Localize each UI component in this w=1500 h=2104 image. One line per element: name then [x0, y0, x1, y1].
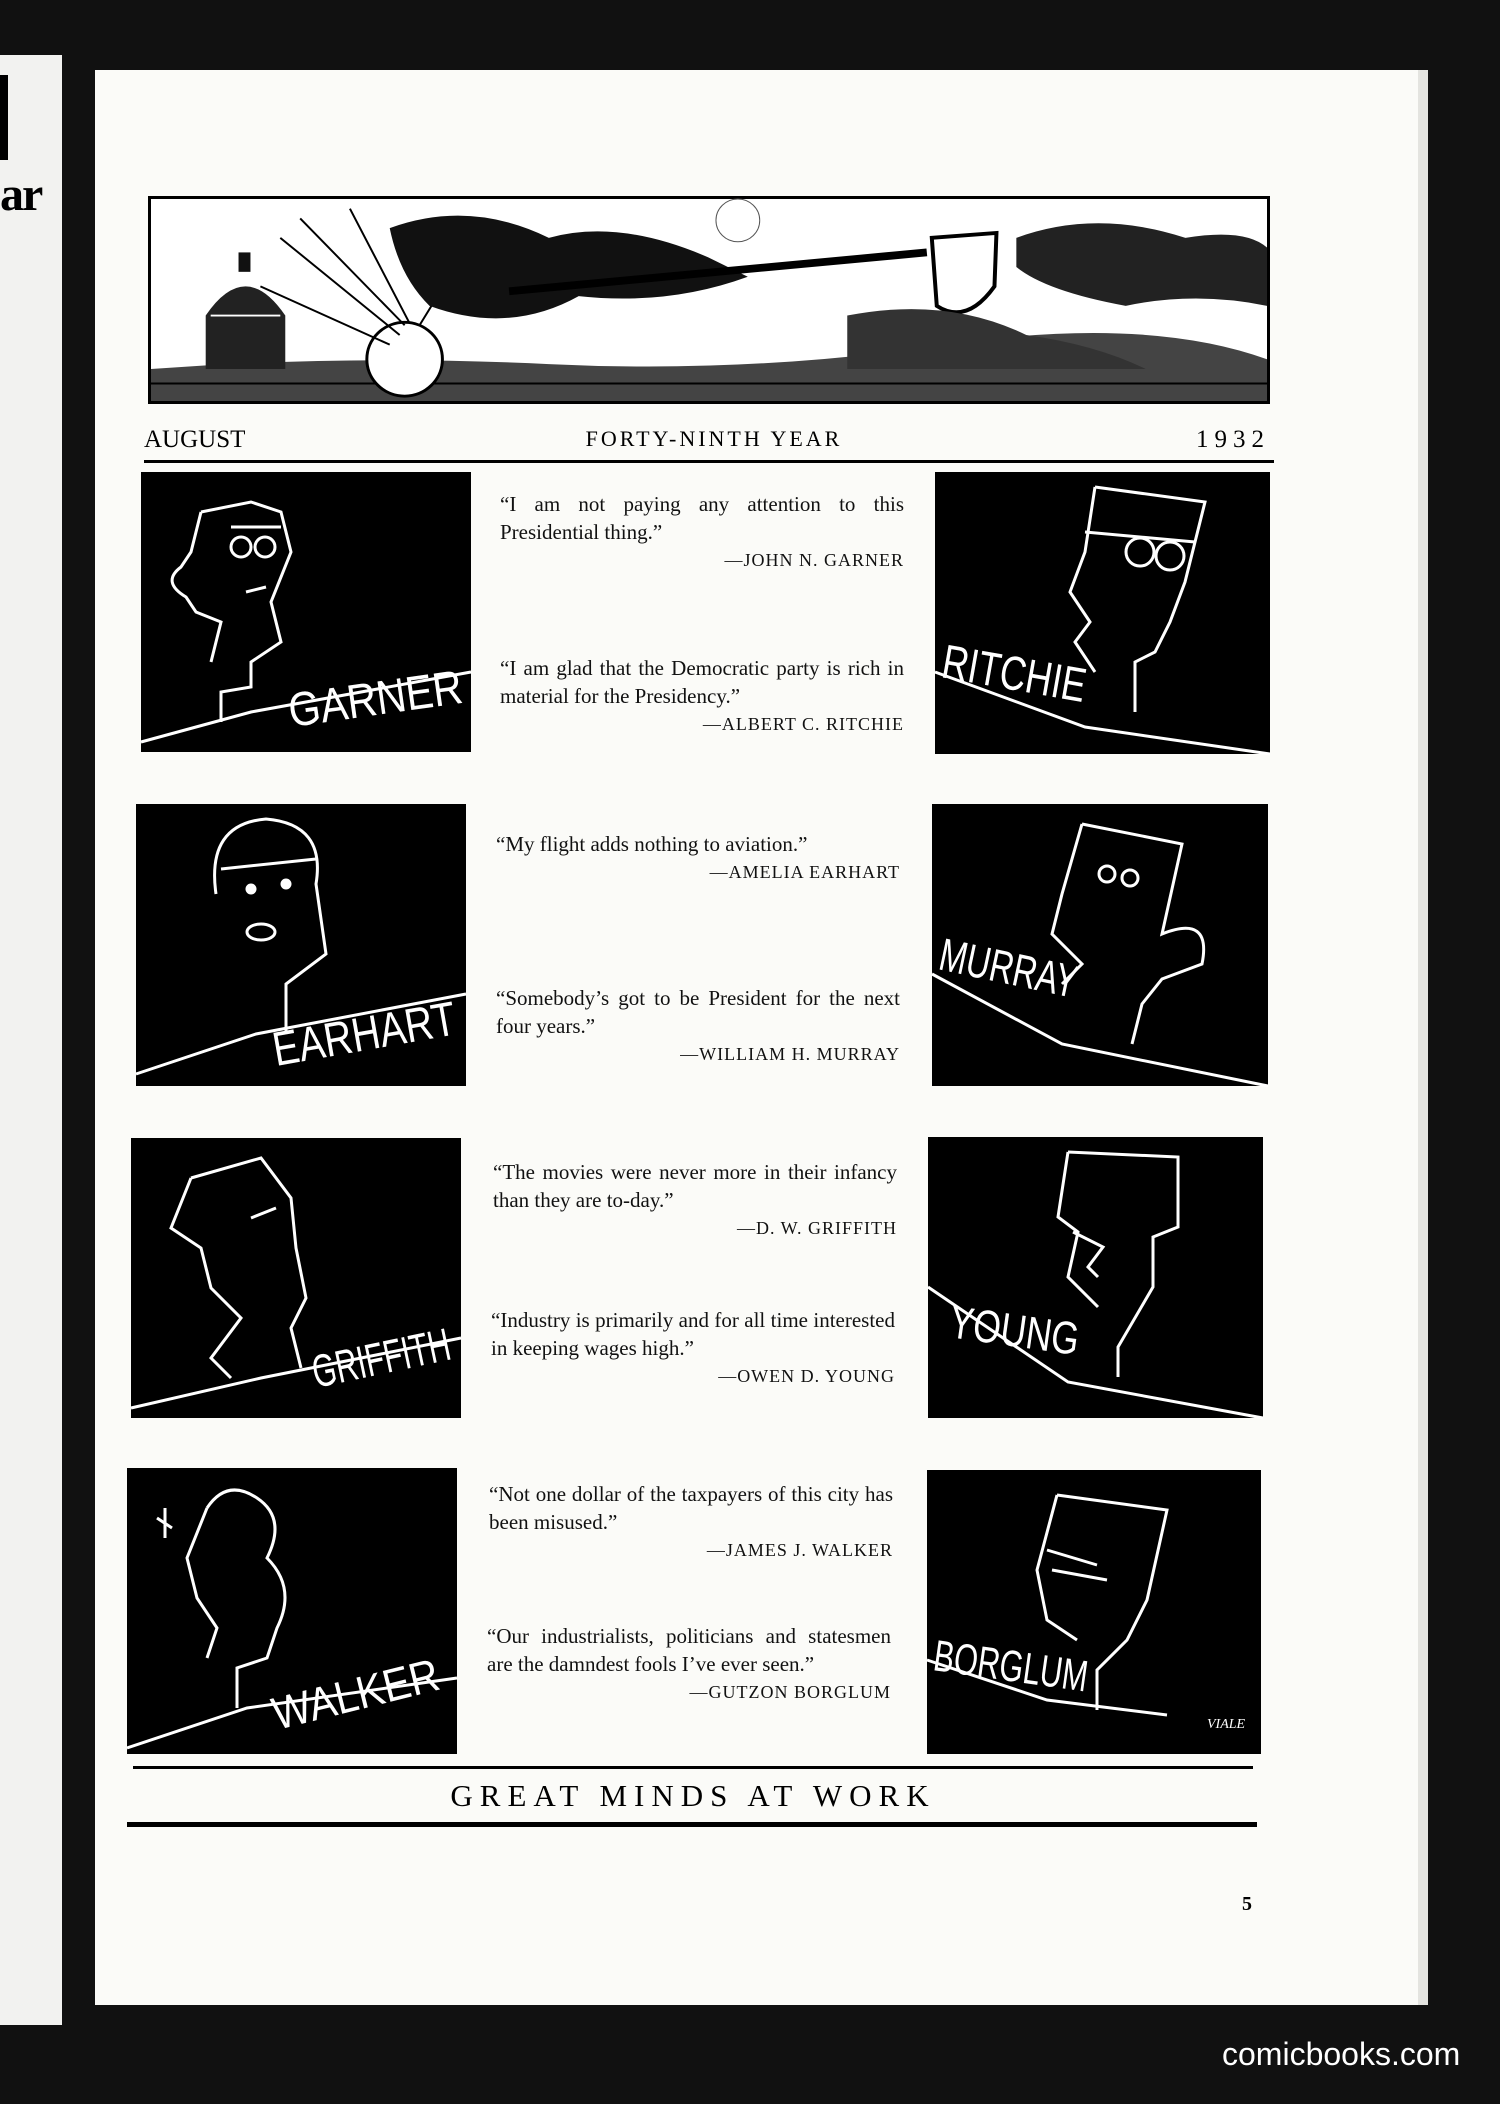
- masthead-illustration: [148, 196, 1270, 404]
- quote-attribution: —JAMES J. WALKER: [706, 1540, 893, 1560]
- page-title: GREAT MINDS AT WORK: [450, 1778, 936, 1813]
- quote-walker: [489, 1480, 893, 1564]
- quote-attribution: —WILLIAM H. MURRAY: [680, 1044, 900, 1064]
- adjacent-page-bar: [0, 75, 8, 160]
- portrait-panel-ritchie: [935, 472, 1270, 754]
- issue-month: AUGUST: [144, 426, 246, 453]
- quote-attribution: —JOHN N. GARNER: [724, 550, 904, 570]
- masthead-drawing: [151, 199, 1267, 401]
- dateline: [144, 426, 1274, 463]
- portrait-garner-drawing: [141, 472, 496, 752]
- quote-ritchie: [500, 654, 904, 738]
- portrait-young-drawing: [928, 1137, 1263, 1418]
- artist-signature: VIALE: [1207, 1717, 1246, 1732]
- watermark: comicbooks.com: [1222, 2036, 1461, 2072]
- adjacent-page-fragment: ar: [0, 168, 42, 221]
- portrait-panel-walker: [127, 1468, 467, 1754]
- footer-rule-top: [133, 1766, 1253, 1769]
- quote-text: “Not one dollar of the taxpayers of this city has been misused.”: [489, 1482, 893, 1534]
- quote-text: “Somebody’s got to be President for the next four years.”: [496, 986, 900, 1038]
- issue-volume: FORTY-NINTH YEAR: [585, 426, 843, 451]
- adjacent-page: [0, 55, 62, 2025]
- quote-attribution: —ALBERT C. RITCHIE: [702, 714, 904, 734]
- quote-text: “Industry is primarily and for all time interested in keeping wages high.”: [491, 1308, 895, 1360]
- page-number: 5: [1242, 1893, 1252, 1915]
- quote-text: “The movies were never more in their infancy than they are to-day.”: [493, 1160, 897, 1212]
- quote-young: [491, 1306, 895, 1390]
- quote-garner: [500, 490, 904, 574]
- quote-murray: [496, 984, 900, 1068]
- portrait-panel-garner: [141, 472, 496, 752]
- quote-attribution: —D. W. GRIFFITH: [736, 1218, 897, 1238]
- portrait-panel-borglum: [927, 1470, 1261, 1754]
- portrait-panel-griffith: [131, 1138, 526, 1418]
- issue-year: 1932: [1196, 426, 1270, 453]
- quote-text: “I am glad that the Democratic party is rich in material for the Presidency.”: [500, 656, 904, 708]
- portrait-young-label: YOUNG: [946, 1295, 1121, 1371]
- portrait-earhart-label: EARHART: [268, 984, 503, 1077]
- portrait-panel-young: [928, 1137, 1263, 1418]
- portrait-panel-earhart: [136, 804, 503, 1086]
- quote-earhart: [496, 830, 900, 886]
- page-edge: [1418, 70, 1428, 2005]
- quote-text: “Our industrialists, politicians and statesmen are the damndest fools I’ve ever seen.”: [487, 1624, 891, 1676]
- quote-text: “My flight adds nothing to aviation.”: [496, 832, 808, 856]
- portrait-ritchie-label: RITCHIE: [938, 635, 1137, 722]
- quote-attribution: —AMELIA EARHART: [709, 862, 900, 882]
- portrait-ritchie-drawing: [935, 472, 1270, 754]
- portrait-murray-drawing: [932, 804, 1268, 1086]
- portrait-griffith-drawing: [131, 1138, 526, 1418]
- quote-griffith: [493, 1158, 897, 1242]
- footer-rule-bottom: [127, 1822, 1257, 1827]
- portrait-murray-label: MURRAY: [934, 927, 1138, 1020]
- quote-text: “I am not paying any attention to this Presidential thing.”: [500, 492, 904, 544]
- quote-borglum: [487, 1622, 891, 1706]
- portrait-walker-label: WALKER: [266, 1642, 467, 1740]
- portrait-panel-murray: [932, 804, 1268, 1086]
- portrait-griffith-label: GRIFFITH: [307, 1302, 526, 1398]
- portrait-walker-drawing: [127, 1468, 467, 1754]
- portrait-earhart-drawing: [136, 804, 503, 1086]
- portrait-borglum-drawing: [927, 1470, 1261, 1754]
- portrait-borglum-label: BORGLUM: [930, 1631, 1158, 1711]
- quote-attribution: —GUTZON BORGLUM: [689, 1682, 891, 1702]
- portrait-garner-label: GARNER: [285, 656, 496, 738]
- quote-attribution: —OWEN D. YOUNG: [718, 1366, 895, 1386]
